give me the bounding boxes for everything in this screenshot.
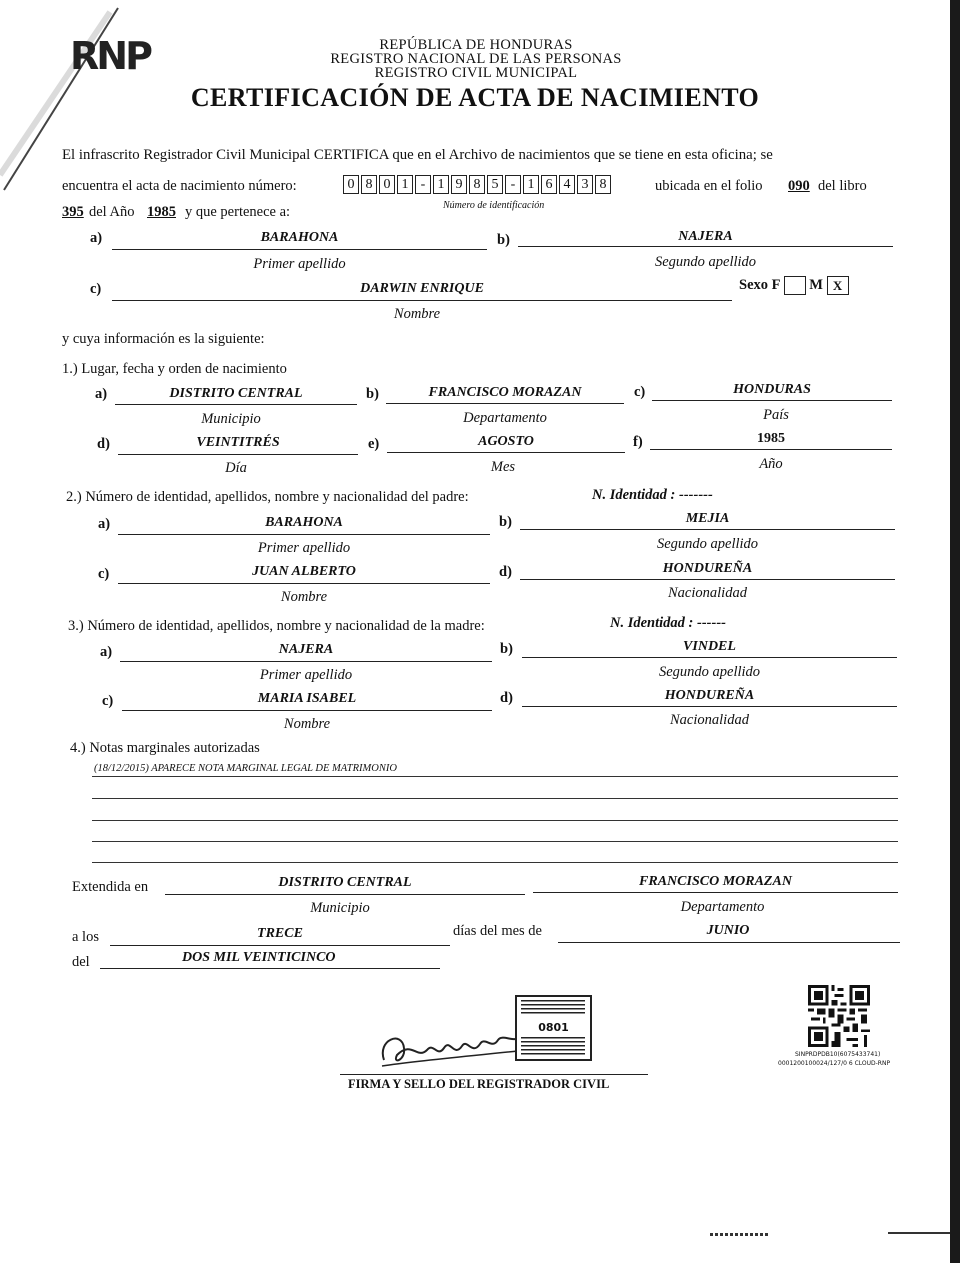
right-scan-edge (950, 0, 960, 1263)
underline (520, 529, 895, 530)
header-civil: REGISTRO CIVIL MUNICIPAL (374, 65, 578, 81)
sexo-m-label: M (809, 276, 823, 293)
footer-departamento-cap: Departamento (680, 899, 765, 915)
person-primer-apellido: BARAHONA (260, 230, 339, 245)
underline (387, 452, 625, 453)
libro-value: 395 (62, 204, 84, 220)
note-line (92, 798, 898, 799)
s1-pais-cap: País (763, 407, 789, 423)
s2-c-label: c) (98, 566, 110, 582)
underline (522, 706, 897, 707)
header-registry: REGISTRO NACIONAL DE LAS PERSONAS (330, 51, 622, 67)
section3-title: 3.) Número de identidad, apellidos, nombre y nacionalidad de la madre: (68, 618, 485, 634)
underline (558, 942, 900, 943)
person-c-label: c) (90, 281, 102, 297)
s1-municipio-cap: Municipio (201, 411, 261, 427)
signature-line (340, 1074, 648, 1075)
id-digit: - (415, 175, 431, 194)
id-digit: 1 (523, 175, 539, 194)
note-line (92, 862, 898, 863)
section4-title: 4.) Notas marginales autorizadas (70, 740, 260, 756)
s3-b-label: b) (500, 641, 513, 657)
underline (115, 404, 357, 405)
bottom-mark (710, 1233, 768, 1236)
footer-departamento: FRANCISCO MORAZAN (639, 874, 792, 889)
s3-nombre-cap: Nombre (283, 716, 331, 732)
underline (650, 449, 892, 450)
id-digit: 4 (559, 175, 575, 194)
s3-primer-apellido-cap: Primer apellido (259, 667, 353, 683)
stamp-text-lines (521, 1000, 585, 1016)
s1-e-label: e) (368, 436, 380, 452)
folio-label: ubicada en el folio (655, 178, 763, 194)
underline (520, 579, 895, 580)
underline (100, 968, 440, 969)
sexo-label: Sexo F (739, 276, 780, 293)
person-segundo-apellido: NAJERA (678, 229, 733, 244)
dias-mes-label: días del mes de (453, 923, 542, 939)
footer-dias: TRECE (257, 926, 303, 941)
extendida-label: Extendida en (72, 879, 149, 895)
s1-mes-cap: Mes (490, 459, 516, 475)
s2-nacionalidad: HONDUREÑA (662, 561, 753, 576)
footer-municipio-cap: Municipio (310, 900, 370, 916)
id-digit: 3 (577, 175, 593, 194)
s2-identidad: N. Identidad : ------- (592, 487, 713, 503)
s1-pais: HONDURAS (733, 382, 811, 397)
id-digit: 5 (487, 175, 503, 194)
s1-dia: VEINTITRÉS (196, 435, 280, 450)
id-digit: 6 (541, 175, 557, 194)
underline (112, 249, 487, 250)
id-caption: Número de identificación (443, 200, 545, 211)
footer-anio: DOS MIL VEINTICINCO (182, 950, 336, 965)
s1-b-label: b) (366, 386, 379, 402)
info-intro: y cuya información es la siguiente: (62, 331, 265, 347)
note-line (92, 820, 898, 821)
s2-primer-apellido-cap: Primer apellido (257, 540, 351, 556)
s1-c-label: c) (634, 384, 646, 400)
s1-departamento: FRANCISCO MORAZAN (428, 385, 582, 400)
person-segundo-apellido-cap: Segundo apellido (654, 254, 757, 270)
s3-a-label: a) (100, 644, 113, 660)
underline (118, 534, 490, 535)
underline (122, 710, 492, 711)
id-digit: 9 (451, 175, 467, 194)
qr-code-text-1: SINPRDPDB10(6075433741) (795, 1051, 881, 1058)
underline (652, 400, 892, 401)
sexo-f-checkbox (784, 276, 806, 295)
intro-text-2: encuentra el acta de nacimiento número: (62, 178, 297, 194)
underline (110, 945, 450, 946)
footer-mes: JUNIO (706, 923, 750, 938)
person-primer-apellido-cap: Primer apellido (253, 256, 346, 272)
sexo-field (739, 276, 849, 295)
s1-d-label: d) (97, 436, 110, 452)
s3-segundo-apellido-cap: Segundo apellido (658, 664, 761, 680)
s2-segundo-apellido-cap: Segundo apellido (656, 536, 759, 552)
libro-label: del libro (818, 178, 867, 194)
s2-primer-apellido: BARAHONA (265, 515, 343, 530)
folio-value: 090 (788, 178, 810, 194)
s1-mes: AGOSTO (478, 434, 534, 449)
s2-d-label: d) (499, 564, 512, 580)
id-digit: 0 (343, 175, 359, 194)
pertenece-label: y que pertenece a: (185, 204, 291, 220)
s2-segundo-apellido: MEJIA (685, 511, 730, 526)
underline (165, 894, 525, 895)
id-number-boxes (343, 175, 613, 194)
rnp-logo: RNP (70, 34, 150, 78)
note-line (92, 776, 898, 777)
alos-label: a los (72, 929, 99, 945)
underline (118, 583, 490, 584)
intro-text-1: El infrascrito Registrador Civil Municipal CERTIFICA que en el Archivo de nacimientos que se tiene en esta oficina; se (62, 147, 773, 163)
firma-caption: FIRMA Y SELLO DEL REGISTRADOR CIVIL (348, 1077, 610, 1091)
underline (386, 403, 624, 404)
s2-b-label: b) (499, 514, 512, 530)
s3-nacionalidad-cap: Nacionalidad (670, 712, 749, 728)
footer-municipio: DISTRITO CENTRAL (278, 875, 412, 890)
registry-stamp (515, 995, 592, 1061)
qr-code-icon (808, 985, 870, 1047)
underline (120, 661, 492, 662)
s1-municipio: DISTRITO CENTRAL (169, 386, 303, 401)
signature (372, 1020, 532, 1075)
person-nombre: DARWIN ENRIQUE (360, 281, 484, 296)
s2-nombre-cap: Nombre (280, 589, 328, 605)
scan-diagonal-edge (0, 0, 130, 200)
id-digit: 1 (433, 175, 449, 194)
id-digit: 8 (361, 175, 377, 194)
underline (533, 892, 898, 893)
s3-identidad: N. Identidad : ------ (610, 615, 726, 631)
s3-primer-apellido: NAJERA (278, 642, 334, 657)
anio-value: 1985 (147, 204, 176, 220)
s2-a-label: a) (98, 516, 111, 532)
id-digit: 0 (379, 175, 395, 194)
qr-code-text-2: 0001200100024/127/0 6 CLOUD-RNP (778, 1060, 891, 1067)
person-a-label: a) (90, 230, 103, 246)
underline (112, 300, 732, 301)
s3-d-label: d) (500, 690, 513, 706)
id-digit: 8 (595, 175, 611, 194)
s2-nacionalidad-cap: Nacionalidad (668, 585, 747, 601)
s3-nombre: MARIA ISABEL (257, 691, 357, 706)
id-digit: 1 (397, 175, 413, 194)
id-digit: 8 (469, 175, 485, 194)
s3-c-label: c) (102, 693, 114, 709)
person-b-label: b) (497, 232, 510, 248)
anio-label: del Año (89, 204, 135, 220)
s1-anio: 1985 (757, 431, 785, 446)
s1-f-label: f) (633, 434, 643, 450)
s1-departamento-cap: Departamento (463, 410, 547, 426)
underline (522, 657, 897, 658)
s1-dia-cap: Día (225, 460, 247, 476)
underline (118, 454, 358, 455)
section2-title: 2.) Número de identidad, apellidos, nombre y nacionalidad del padre: (66, 489, 469, 505)
marginal-note-1: (18/12/2015) APARECE NOTA MARGINAL LEGAL DE MATRIMONIO (94, 763, 397, 774)
page-title: CERTIFICACIÓN DE ACTA DE NACIMIENTO (190, 83, 760, 112)
s3-nacionalidad: HONDUREÑA (664, 688, 755, 703)
s2-nombre: JUAN ALBERTO (252, 564, 356, 579)
s1-anio-cap: Año (759, 456, 783, 472)
bottom-mark (888, 1232, 950, 1234)
underline (518, 246, 893, 247)
header-republic: REPÚBLICA DE HONDURAS (379, 37, 573, 53)
id-digit: - (505, 175, 521, 194)
s3-segundo-apellido: VINDEL (683, 639, 736, 654)
stamp-number: 0801 (538, 1021, 569, 1034)
s1-a-label: a) (95, 386, 108, 402)
person-nombre-cap: Nombre (393, 306, 441, 322)
section1-title: 1.) Lugar, fecha y orden de nacimiento (62, 361, 287, 377)
sexo-m-checkbox: X (827, 276, 849, 295)
del-label: del (72, 954, 90, 970)
stamp-text-lines (521, 1037, 585, 1055)
note-line (92, 841, 898, 842)
